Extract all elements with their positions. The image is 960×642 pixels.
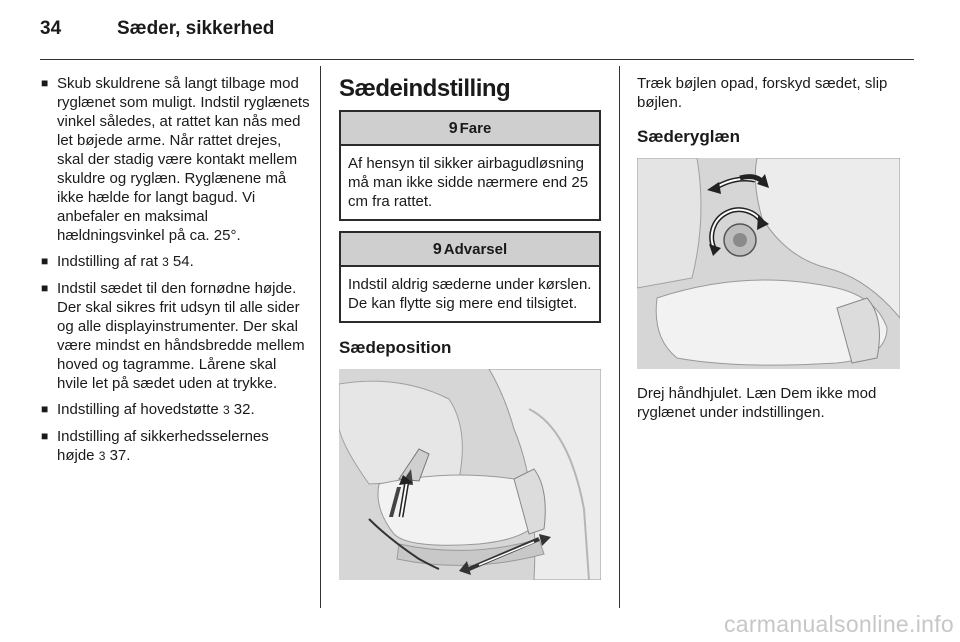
bullet-icon: ■ (41, 402, 49, 416)
page-ref-icon: 3 (222, 403, 230, 417)
list-item: ■ Indstil sædet til den fornødne højde. Der skal sikres frit udsyn til alle sider og alle displayinstrumenter. Der skal være mindst en håndsbredde mellem hoved og tagramme. Lårene skal hvile let på sædet uden at trykke. (41, 280, 305, 392)
page-header (40, 18, 920, 60)
column-middle (339, 74, 601, 580)
instruction-text: Drej håndhjulet. Læn Dem ikke mod ryglænet under indstillingen. (637, 385, 877, 421)
column-left (40, 74, 310, 473)
danger-box-header (341, 112, 599, 146)
page-ref-link[interactable]: 32. (233, 401, 255, 418)
column-divider (320, 66, 321, 608)
backrest-illustration (637, 158, 900, 369)
section-title: Sædeindstilling (339, 75, 511, 102)
page-heading: Sæder, sikkerhed (117, 18, 275, 39)
list-item: ■ Indstilling af sikkerhedsselernes højde 3 37. (41, 428, 269, 464)
header-rule (40, 59, 914, 60)
warning-box-title: Advarsel (443, 240, 508, 258)
bullet-icon: ■ (41, 429, 49, 443)
page-ref-link[interactable]: 54. (172, 253, 194, 270)
seat-slider-illustration (339, 369, 601, 580)
bullet-icon: ■ (41, 281, 49, 295)
watermark: carmanualsonline.info (723, 611, 954, 637)
page-ref-link[interactable]: 37. (109, 447, 131, 464)
page-ref-icon: 3 (98, 449, 106, 463)
list-item: ■ Skub skuldrene så langt tilbage mod ryglænet som muligt. Indstil ryglænets vinkel således, at rattet kan nås med let bøjede arme. Når rattet drejes, skal der stadig være kontakt mellem skuldre og ryglæn. Ryglænene må ikke hælde for langt bagud. Vi anbefaler en maksimal hældningsvinkel på ca. 25°. (41, 75, 310, 244)
bullet-icon: ■ (41, 254, 49, 268)
list-item: ■ Indstilling af hovedstøtte 3 32. (41, 401, 255, 418)
page-number: 34 (40, 18, 62, 39)
warning-triangle-icon: 9 (432, 240, 442, 258)
column-right (637, 74, 917, 422)
danger-box-title: Fare (459, 119, 492, 137)
list-item: ■ Indstilling af rat 3 54. (41, 253, 194, 270)
warning-box (339, 231, 601, 323)
column-divider (619, 66, 620, 608)
backrest-handwheel-illustration (637, 158, 900, 369)
warning-box-header (341, 233, 599, 267)
subsection-title: Sæderyglæn (637, 127, 740, 146)
instruction-text: Træk bøjlen opad, forskyd sædet, slip bøjlen. (637, 75, 888, 111)
danger-box (339, 110, 601, 221)
page-ref-icon: 3 (162, 255, 169, 269)
instruction-list (40, 74, 310, 466)
warning-box-text: Indstil aldrig sæderne under kørslen. De kan flytte sig mere end tilsigtet. (348, 276, 592, 312)
bullet-icon: ■ (41, 76, 49, 90)
danger-box-text: Af hensyn til sikker airbagudløsning må man ikke sidde nærmere end 25 cm fra rattet. (348, 155, 589, 210)
subsection-title: Sædeposition (339, 338, 452, 357)
seat-position-illustration (339, 369, 601, 580)
warning-triangle-icon: 9 (448, 119, 458, 137)
